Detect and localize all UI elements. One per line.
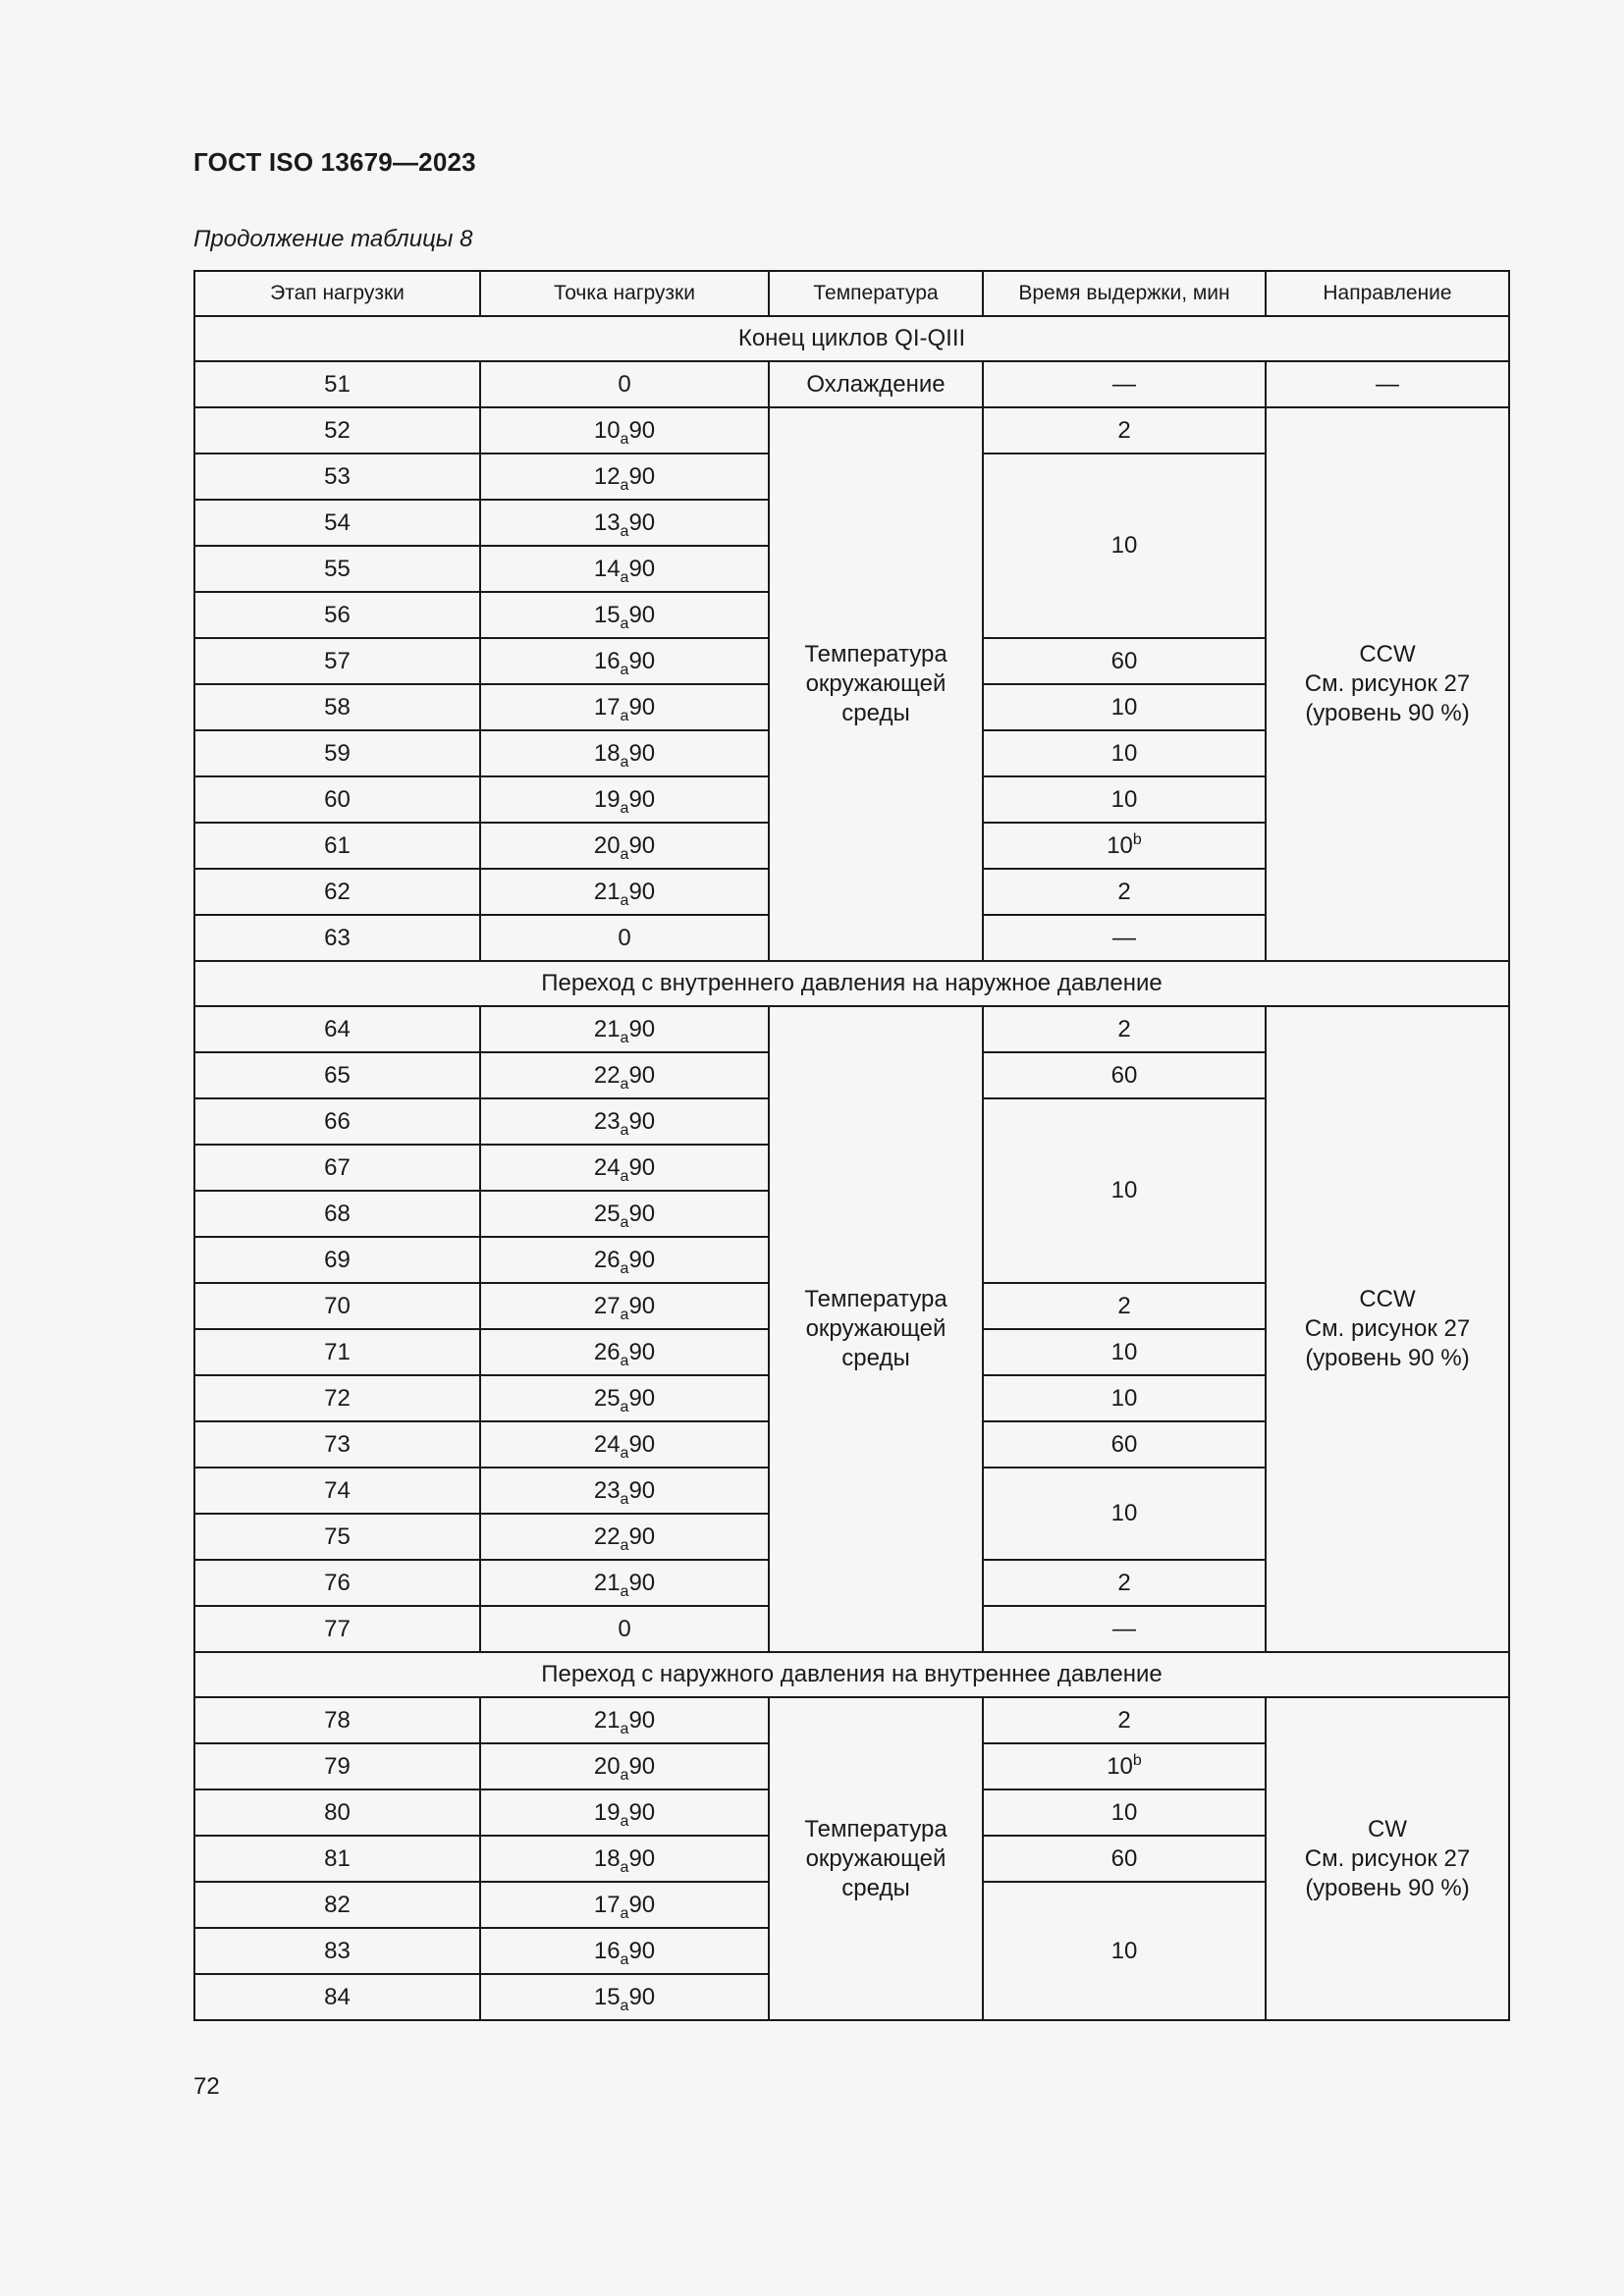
- load-point-cell: [480, 1789, 769, 1836]
- point-main: 21: [593, 1015, 621, 1042]
- point-main: 23: [593, 1476, 621, 1504]
- hold-time-value: —: [1112, 370, 1136, 398]
- temperature-cell: [769, 1006, 983, 1652]
- section-title: Переход с внутреннего давления на наружное давление: [194, 961, 1509, 1006]
- temperature-line: Температура: [804, 1815, 947, 1842]
- point-subscript: a: [620, 614, 629, 632]
- point-subscript: a: [620, 1306, 629, 1323]
- point-level: 90: [628, 878, 656, 905]
- point-level: 90: [628, 1015, 656, 1042]
- stage-cell: 52: [194, 407, 480, 454]
- load-point-cell: [480, 1743, 769, 1789]
- direction-line: CW: [1368, 1815, 1407, 1842]
- point-level: 90: [628, 1153, 656, 1181]
- section-title: Переход с наружного давления на внутреннее давление: [194, 1652, 1509, 1697]
- stage-cell: 78: [194, 1697, 480, 1743]
- point-main: 21: [593, 1706, 621, 1734]
- load-point-cell: 0: [480, 1606, 769, 1652]
- hold-time-value: 10: [1110, 1338, 1138, 1365]
- hold-time-value: 60: [1110, 1061, 1138, 1089]
- point-level: 90: [628, 739, 656, 767]
- point-level: 90: [628, 1338, 656, 1365]
- hold-time-cell: [983, 1789, 1266, 1836]
- temperature-line: Температура: [804, 1286, 947, 1312]
- load-point-cell: [480, 1375, 769, 1421]
- point-subscript: a: [620, 1398, 629, 1415]
- stage-cell: 63: [194, 915, 480, 961]
- point-main: 16: [593, 647, 621, 674]
- hold-time-cell: [983, 454, 1266, 638]
- hold-time-value: 10: [1110, 1500, 1138, 1526]
- hold-time-cell: [983, 1606, 1266, 1652]
- point-main: 22: [593, 1522, 621, 1550]
- point-subscript: a: [620, 1582, 629, 1600]
- direction-line: См. рисунок 27: [1304, 670, 1471, 697]
- temperature-cell: [769, 407, 983, 961]
- hold-time-value: 10: [1107, 1752, 1133, 1780]
- point-main: 17: [593, 1891, 621, 1918]
- stage-cell: 56: [194, 592, 480, 638]
- point-subscript: a: [620, 1167, 629, 1185]
- hold-time-value: —: [1112, 1615, 1136, 1642]
- column-header: Этап нагрузки: [194, 271, 480, 316]
- point-main: 24: [593, 1153, 621, 1181]
- load-point-cell: [480, 1006, 769, 1052]
- load-point-cell: [480, 454, 769, 500]
- section-header-row: [194, 1652, 1509, 1697]
- column-header: Время выдержки, мин: [983, 271, 1266, 316]
- hold-time-value: 10: [1110, 1798, 1138, 1826]
- point-level: 90: [628, 508, 656, 536]
- load-point-cell: [480, 1329, 769, 1375]
- hold-time-cell: [983, 1743, 1266, 1789]
- point-level: 90: [628, 1983, 656, 2010]
- footnote-marker: b: [1132, 1751, 1142, 1769]
- load-point-cell: [480, 638, 769, 684]
- load-point-cell: [480, 1283, 769, 1329]
- table-row: [194, 1697, 1509, 1743]
- point-main: 16: [593, 1937, 621, 1964]
- temperature-line: среды: [841, 1345, 910, 1371]
- load-point-cell: 0: [480, 361, 769, 407]
- stage-cell: 74: [194, 1468, 480, 1514]
- temperature-line: окружающей: [805, 1844, 947, 1872]
- stage-cell: 83: [194, 1928, 480, 1974]
- point-subscript: a: [620, 661, 629, 678]
- point-subscript: a: [620, 891, 629, 909]
- stage-cell: 64: [194, 1006, 480, 1052]
- point-main: 12: [593, 462, 621, 490]
- hold-time-cell: [983, 869, 1266, 915]
- hold-time-value: 2: [1117, 1292, 1131, 1319]
- section-header-row: [194, 316, 1509, 361]
- hold-time-value: 10: [1110, 739, 1138, 767]
- hold-time-cell: [983, 1375, 1266, 1421]
- point-main: 25: [593, 1384, 621, 1412]
- section-header-row: [194, 961, 1509, 1006]
- column-header: Точка нагрузки: [480, 271, 769, 316]
- stage-cell: 51: [194, 361, 480, 407]
- point-level: 90: [628, 1246, 656, 1273]
- point-main: 19: [593, 785, 621, 813]
- stage-cell: 53: [194, 454, 480, 500]
- hold-time-cell: [983, 730, 1266, 776]
- point-level: 90: [628, 693, 656, 721]
- point-main: 21: [593, 878, 621, 905]
- column-header: Температура: [769, 271, 983, 316]
- stage-cell: 82: [194, 1882, 480, 1928]
- load-point-cell: [480, 1237, 769, 1283]
- document-title: ГОСТ ISO 13679—2023: [193, 147, 476, 177]
- point-main: 18: [593, 1844, 621, 1872]
- hold-time-cell: [983, 776, 1266, 823]
- stage-cell: 68: [194, 1191, 480, 1237]
- direction-line: См. рисунок 27: [1304, 1844, 1471, 1872]
- temperature-line: окружающей: [805, 670, 947, 697]
- direction-line: CCW: [1359, 1286, 1416, 1312]
- point-level: 90: [628, 1061, 656, 1089]
- hold-time-cell: [983, 1052, 1266, 1098]
- stage-cell: 59: [194, 730, 480, 776]
- hold-time-cell: [983, 1560, 1266, 1606]
- point-subscript: a: [620, 430, 629, 448]
- stage-cell: 70: [194, 1283, 480, 1329]
- direction-cell: [1266, 407, 1509, 961]
- load-point-cell: [480, 1468, 769, 1514]
- point-subscript: a: [620, 1812, 629, 1830]
- stage-cell: 73: [194, 1421, 480, 1468]
- hold-time-value: 10: [1110, 1384, 1138, 1412]
- hold-time-cell: [983, 1836, 1266, 1882]
- load-point-cell: [480, 684, 769, 730]
- point-level: 90: [628, 1569, 656, 1596]
- point-level: 90: [628, 601, 656, 628]
- stage-cell: 58: [194, 684, 480, 730]
- point-level: 90: [628, 647, 656, 674]
- direction-line: (уровень 90 %): [1305, 700, 1470, 726]
- point-level: 90: [628, 1891, 656, 1918]
- hold-time-cell: [983, 1468, 1266, 1560]
- load-point-cell: [480, 776, 769, 823]
- hold-time-value: 10: [1107, 831, 1133, 859]
- hold-time-value: 10: [1110, 785, 1138, 813]
- point-subscript: a: [620, 1858, 629, 1876]
- stage-cell: 61: [194, 823, 480, 869]
- load-point-cell: [480, 1882, 769, 1928]
- hold-time-value: 2: [1117, 1569, 1131, 1596]
- column-header: Направление: [1266, 271, 1509, 316]
- temperature-line: Температура: [804, 641, 947, 667]
- load-point-cell: [480, 869, 769, 915]
- point-level: 90: [628, 1752, 656, 1780]
- temperature-line: среды: [841, 700, 910, 726]
- temperature-cell: Охлаждение: [769, 361, 983, 407]
- point-main: 20: [593, 1752, 621, 1780]
- table-row: [194, 407, 1509, 454]
- direction-cell: [1266, 1006, 1509, 1652]
- point-subscript: a: [620, 1259, 629, 1277]
- point-level: 90: [628, 462, 656, 490]
- direction-line: См. рисунок 27: [1304, 1315, 1471, 1342]
- temperature-cell: [769, 1697, 983, 2020]
- point-level: 90: [628, 1384, 656, 1412]
- hold-time-cell: [983, 1006, 1266, 1052]
- stage-cell: 66: [194, 1098, 480, 1145]
- load-point-cell: [480, 407, 769, 454]
- point-main: 17: [593, 693, 621, 721]
- point-subscript: a: [620, 1213, 629, 1231]
- hold-time-value: 2: [1117, 1706, 1131, 1734]
- load-point-cell: [480, 1421, 769, 1468]
- hold-time-value: 10: [1110, 1177, 1138, 1203]
- point-subscript: a: [620, 1766, 629, 1784]
- stage-cell: 67: [194, 1145, 480, 1191]
- point-level: 90: [628, 1522, 656, 1550]
- stage-cell: 69: [194, 1237, 480, 1283]
- load-point-cell: [480, 1145, 769, 1191]
- hold-time-cell: [983, 407, 1266, 454]
- hold-time-cell: [983, 1098, 1266, 1283]
- stage-cell: 71: [194, 1329, 480, 1375]
- hold-time-value: 2: [1117, 1015, 1131, 1042]
- hold-time-value: 60: [1110, 1844, 1138, 1872]
- stage-cell: 57: [194, 638, 480, 684]
- point-main: 19: [593, 1798, 621, 1826]
- stage-cell: 54: [194, 500, 480, 546]
- load-point-cell: [480, 1191, 769, 1237]
- point-main: 26: [593, 1246, 621, 1273]
- load-point-cell: 0: [480, 915, 769, 961]
- load-point-cell: [480, 1560, 769, 1606]
- point-level: 90: [628, 1292, 656, 1319]
- stage-cell: 65: [194, 1052, 480, 1098]
- load-point-cell: [480, 1928, 769, 1974]
- point-main: 24: [593, 1430, 621, 1458]
- point-main: 14: [593, 555, 621, 582]
- hold-time-cell: [983, 1697, 1266, 1743]
- hold-time-value: 2: [1117, 878, 1131, 905]
- point-subscript: a: [620, 1950, 629, 1968]
- load-point-cell: [480, 1098, 769, 1145]
- point-main: 10: [593, 416, 621, 444]
- table-row: [194, 1006, 1509, 1052]
- point-level: 90: [628, 831, 656, 859]
- point-level: 90: [628, 555, 656, 582]
- table-header-row: [194, 271, 1509, 316]
- point-subscript: a: [620, 799, 629, 817]
- point-level: 90: [628, 1476, 656, 1504]
- point-level: 90: [628, 1937, 656, 1964]
- point-level: 90: [628, 1844, 656, 1872]
- direction-line: (уровень 90 %): [1305, 1345, 1470, 1371]
- point-level: 90: [628, 1430, 656, 1458]
- point-subscript: a: [620, 1997, 629, 2014]
- section-title: Конец циклов QI-QIII: [194, 316, 1509, 361]
- hold-time-cell: [983, 1283, 1266, 1329]
- load-point-cell: [480, 500, 769, 546]
- hold-time-value: 2: [1117, 416, 1131, 444]
- table-caption: Продолжение таблицы 8: [193, 226, 473, 252]
- point-subscript: a: [620, 1536, 629, 1554]
- stage-cell: 79: [194, 1743, 480, 1789]
- load-point-cell: [480, 823, 769, 869]
- hold-time-cell: [983, 915, 1266, 961]
- point-level: 90: [628, 1706, 656, 1734]
- point-subscript: a: [620, 753, 629, 771]
- hold-time-cell: [983, 638, 1266, 684]
- hold-time-cell: [983, 1882, 1266, 2020]
- footnote-marker: b: [1132, 830, 1142, 848]
- point-main: 13: [593, 508, 621, 536]
- hold-time-value: 10: [1110, 532, 1138, 559]
- point-subscript: a: [620, 1904, 629, 1922]
- hold-time-cell: [983, 684, 1266, 730]
- stage-cell: 75: [194, 1514, 480, 1560]
- point-main: 21: [593, 1569, 621, 1596]
- load-point-cell: [480, 730, 769, 776]
- load-point-cell: [480, 1974, 769, 2020]
- point-main: 15: [593, 1983, 621, 2010]
- point-subscript: a: [620, 476, 629, 494]
- direction-cell: —: [1266, 361, 1509, 407]
- point-subscript: a: [620, 1121, 629, 1139]
- point-subscript: a: [620, 1029, 629, 1046]
- point-main: 20: [593, 831, 621, 859]
- stage-cell: 76: [194, 1560, 480, 1606]
- load-point-cell: [480, 592, 769, 638]
- stage-cell: 80: [194, 1789, 480, 1836]
- point-subscript: a: [620, 845, 629, 863]
- direction-cell: [1266, 1697, 1509, 2020]
- point-level: 90: [628, 1798, 656, 1826]
- hold-time-value: —: [1112, 924, 1136, 951]
- load-point-cell: [480, 1836, 769, 1882]
- point-subscript: a: [620, 1720, 629, 1737]
- point-main: 27: [593, 1292, 621, 1319]
- hold-time-cell: [983, 361, 1266, 407]
- point-subscript: a: [620, 1444, 629, 1462]
- stage-cell: 60: [194, 776, 480, 823]
- point-level: 90: [628, 1107, 656, 1135]
- direction-line: CCW: [1359, 641, 1416, 667]
- hold-time-cell: [983, 1329, 1266, 1375]
- page-number: 72: [193, 2073, 220, 2100]
- direction-line: (уровень 90 %): [1305, 1874, 1470, 1901]
- point-main: 26: [593, 1338, 621, 1365]
- load-point-cell: [480, 1052, 769, 1098]
- hold-time-value: 60: [1110, 1430, 1138, 1458]
- hold-time-value: 10: [1110, 693, 1138, 721]
- point-subscript: a: [620, 522, 629, 540]
- point-subscript: a: [620, 568, 629, 586]
- stage-cell: 62: [194, 869, 480, 915]
- point-subscript: a: [620, 1075, 629, 1093]
- point-main: 15: [593, 601, 621, 628]
- point-subscript: a: [620, 1352, 629, 1369]
- load-point-cell: [480, 546, 769, 592]
- load-point-cell: [480, 1697, 769, 1743]
- point-main: 23: [593, 1107, 621, 1135]
- stage-cell: 55: [194, 546, 480, 592]
- point-level: 90: [628, 785, 656, 813]
- hold-time-value: 10: [1110, 1937, 1138, 1964]
- stage-cell: 77: [194, 1606, 480, 1652]
- point-main: 18: [593, 739, 621, 767]
- table-row: [194, 361, 1509, 407]
- point-main: 25: [593, 1200, 621, 1227]
- temperature-line: окружающей: [805, 1315, 947, 1342]
- hold-time-cell: [983, 1421, 1266, 1468]
- load-point-cell: [480, 1514, 769, 1560]
- stage-cell: 72: [194, 1375, 480, 1421]
- temperature-line: среды: [841, 1874, 910, 1901]
- load-schedule-table: [193, 270, 1510, 2021]
- hold-time-cell: [983, 823, 1266, 869]
- stage-cell: 84: [194, 1974, 480, 2020]
- point-main: 22: [593, 1061, 621, 1089]
- point-subscript: a: [620, 707, 629, 724]
- point-level: 90: [628, 416, 656, 444]
- stage-cell: 81: [194, 1836, 480, 1882]
- hold-time-value: 60: [1110, 647, 1138, 674]
- point-level: 90: [628, 1200, 656, 1227]
- point-subscript: a: [620, 1490, 629, 1508]
